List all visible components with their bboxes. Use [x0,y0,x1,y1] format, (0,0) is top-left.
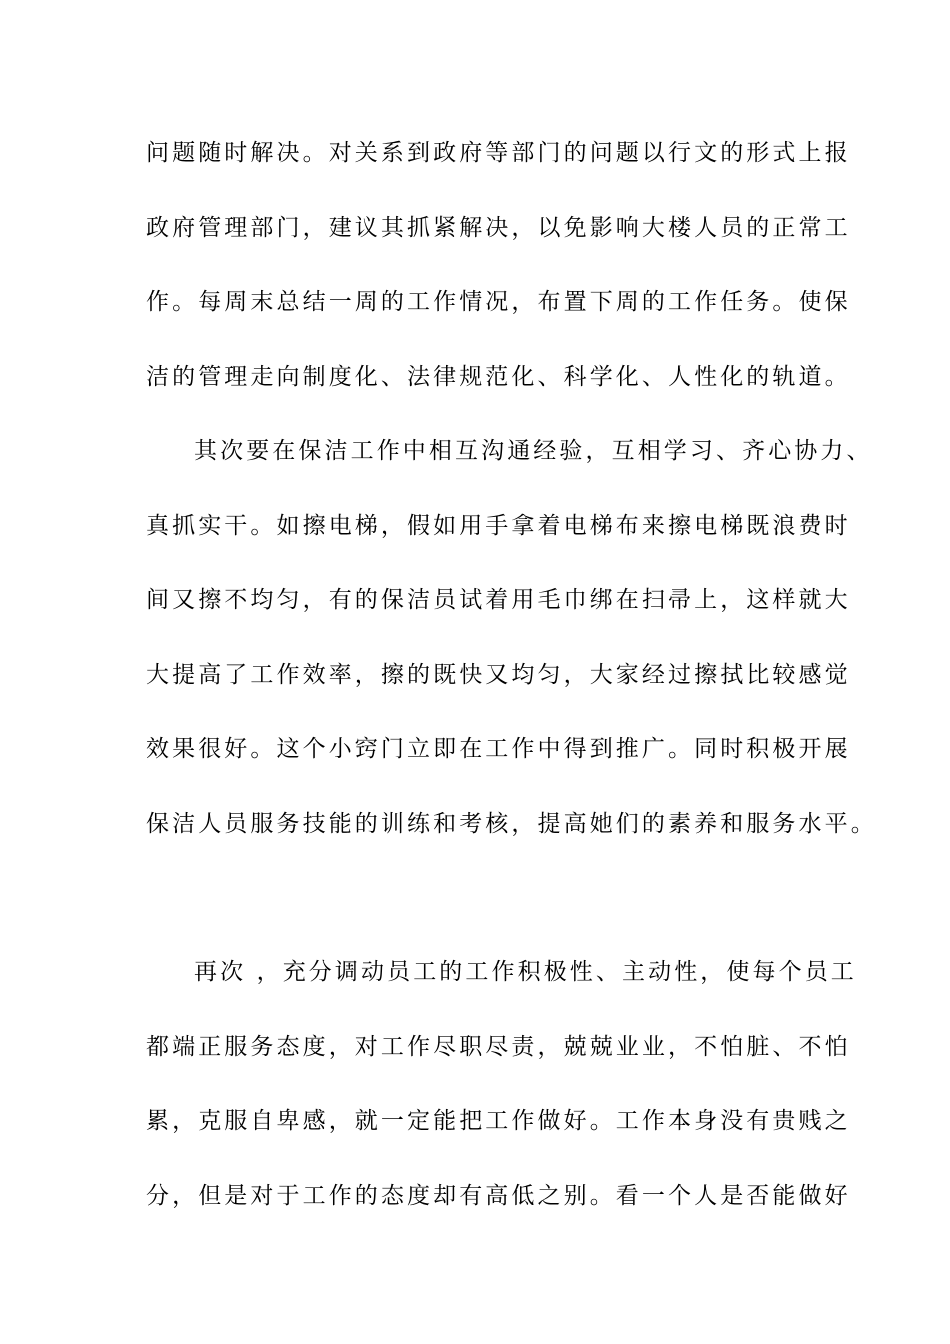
paragraph-line: 洁的管理走向制度化、法律规范化、科学化、人性化的轨道。 [146,363,851,390]
paragraph-first-line: 其次要在保洁工作中相互沟通经验，互相学习、齐心协力、 [194,438,873,464]
paragraph-experience [146,431,877,878]
paragraph-line: 真抓实干。如擦电梯，假如用手拿着电梯布来擦电梯既浪费时 [146,512,851,539]
paragraph-motivation [146,952,857,1250]
document-body [146,133,877,1250]
paragraph-line: 大提高了工作效率，擦的既快又均匀，大家经过擦拭比较感觉 [146,661,851,688]
paragraph-management [146,133,851,431]
paragraph-first-line: 再次 ，充分调动员工的工作积极性、主动性，使每个员工 [194,959,857,985]
paragraph-line: 分，但是对于工作的态度却有高低之别。看一个人是否能做好 [146,1182,851,1209]
paragraph-line: 效果很好。这个小窍门立即在工作中得到推广。同时积极开展 [146,736,851,762]
paragraph-line: 累，克服自卑感，就一定能把工作做好。工作本身没有贵贱之 [146,1108,851,1134]
paragraph-line: 保洁人员服务技能的训练和考核，提高她们的素养和服务水平。 [146,810,877,837]
paragraph-line: 间又擦不均匀，有的保洁员试着用毛巾绑在扫帚上，这样就大 [146,587,851,613]
paragraph-line: 政府管理部门，建议其抓紧解决，以免影响大楼人员的正常工 [146,214,851,241]
paragraph-line: 作。每周末总结一周的工作情况，布置下周的工作任务。使保 [146,289,851,315]
paragraph-spacer [146,878,826,952]
paragraph-line: 问题随时解决。对关系到政府等部门的问题以行文的形式上报 [146,140,851,166]
paragraph-line: 都端正服务态度，对工作尽职尽责，兢兢业业，不怕脏、不怕 [146,1033,851,1060]
